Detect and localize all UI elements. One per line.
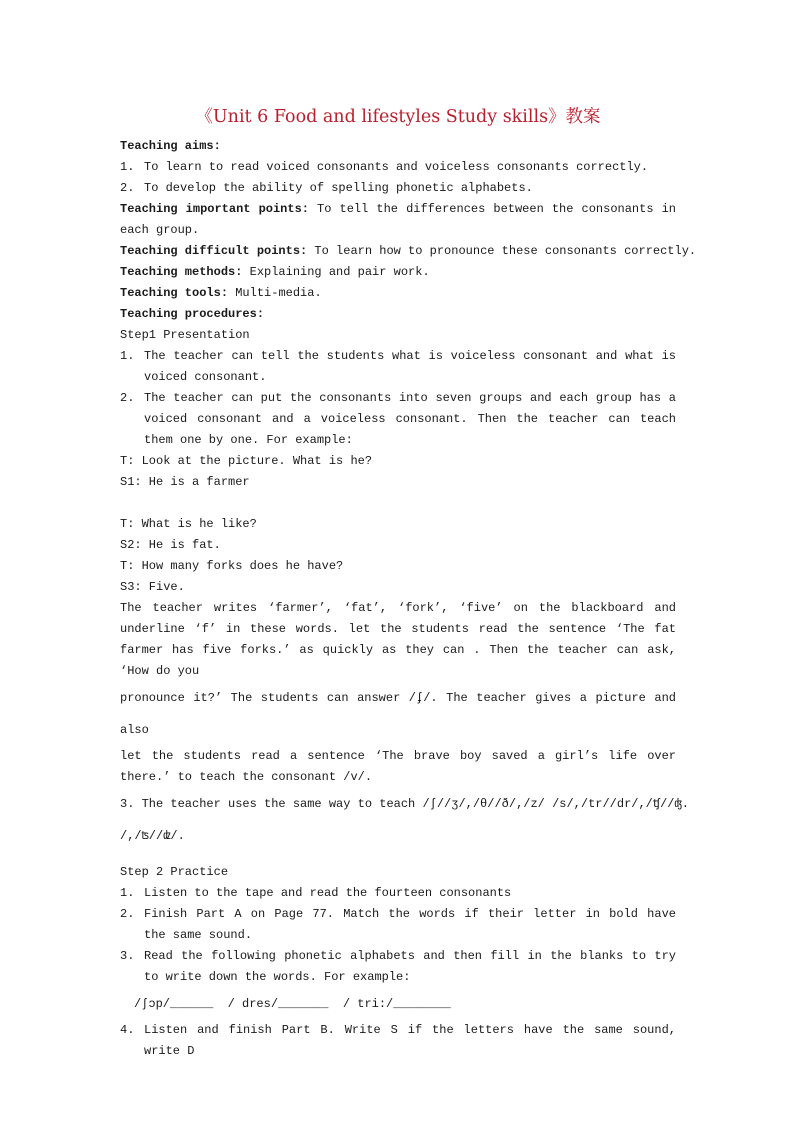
list-item <box>120 946 676 988</box>
list-item <box>120 1020 676 1062</box>
list-item <box>120 388 676 451</box>
dialogue-line: T: What is he like? <box>120 517 257 531</box>
item-text: Finish Part A on Page 77. Match the words if their letter in bold have the same sound. <box>144 907 676 942</box>
difficult-label: Teaching difficult points: <box>120 244 308 258</box>
list-item <box>120 178 676 199</box>
aims-heading: Teaching aims: <box>120 139 221 153</box>
list-item <box>120 346 676 388</box>
methods-text: Explaining and pair work. <box>242 265 430 279</box>
item-number: 2. <box>120 391 135 405</box>
document-page <box>120 104 697 1062</box>
list-item <box>120 157 676 178</box>
explanation-paragraph: let the students read a sentence ‘The brave boy saved a girl’s life over there.’ to teach the consonant /v/. <box>120 749 676 784</box>
tools-label: Teaching tools: <box>120 286 229 300</box>
item-number: 3. <box>120 949 135 963</box>
dialogue-line: T: Look at the picture. What is he? <box>120 454 373 468</box>
explanation-paragraph: /,/ʦ//ʣ/. <box>120 829 185 843</box>
item-text: Listen to the tape and read the fourteen consonants <box>144 886 512 900</box>
explanation-paragraph: The teacher writes ‘farmer’, ‘fat’, ‘fork’, ‘five’ on the blackboard and underline ‘f’ in these words. let the students read the sentence ‘The fat farmer has five forks.’ as quickly as they can . Then the teacher can ask, ‘How do you <box>120 601 676 678</box>
explanation-paragraph: pronounce it?’ The students can answer /ʄ/. The teacher gives a picture and also <box>120 691 676 737</box>
difficult-text: To learn how to pronounce these consonants correctly. <box>307 244 697 258</box>
important-label: Teaching important points: <box>120 202 309 216</box>
item-number: 1. <box>120 160 135 174</box>
spacer <box>120 493 676 514</box>
spacer <box>120 852 676 862</box>
methods-label: Teaching methods: <box>120 265 243 279</box>
important-points <box>120 199 676 241</box>
page-title: 《Unit 6 Food and lifestyles Study skills》教案 <box>195 107 601 127</box>
list-item <box>120 883 676 904</box>
item-text: The teacher can put the consonants into seven groups and each group has a voiced consonant and a voiceless consonant. Then the teacher can teach them one by one. For example: <box>144 391 676 447</box>
tools-text: Multi-media. <box>228 286 322 300</box>
procedures-heading: Teaching procedures: <box>120 307 265 321</box>
item-text: The teacher can tell the students what is voiceless consonant and what is voiced consonant. <box>144 349 676 384</box>
item-number: 1. <box>120 886 135 900</box>
difficult-points <box>120 241 697 262</box>
explanation-paragraph: 3. The teacher uses the same way to teach /ʃ//ʒ/,/θ//ð/,/z/ /s/,/tr//dr/,/ʧ//ʤ. <box>120 797 689 811</box>
item-text: Read the following phonetic alphabets and then fill in the blanks to try to write down the words. For example: <box>144 949 676 984</box>
phonetic-blanks: /ʃɔp/______ / dres/_______ / tri:/________ <box>134 997 451 1011</box>
item-number: 2. <box>120 907 135 921</box>
teaching-tools <box>120 283 676 304</box>
dialogue-line: S2: He is fat. <box>120 538 221 552</box>
dialogue-line: S3: Five. <box>120 580 185 594</box>
item-text: Listen and finish Part B. Write S if the letters have the same sound, write D <box>144 1023 676 1058</box>
teaching-methods <box>120 262 676 283</box>
item-number: 4. <box>120 1023 135 1037</box>
dialogue-line: T: How many forks does he have? <box>120 559 344 573</box>
list-item <box>120 904 676 946</box>
item-text: To learn to read voiced consonants and voiceless consonants correctly. <box>144 160 649 174</box>
item-text: To develop the ability of spelling phonetic alphabets. <box>144 181 533 195</box>
step1-heading: Step1 Presentation <box>120 328 250 342</box>
step2-heading: Step 2 Practice <box>120 865 229 879</box>
item-number: 1. <box>120 349 135 363</box>
item-number: 2. <box>120 181 135 195</box>
dialogue-line: S1: He is a farmer <box>120 475 250 489</box>
important-text: To tell the differences between the consonants in each group. <box>120 202 677 237</box>
